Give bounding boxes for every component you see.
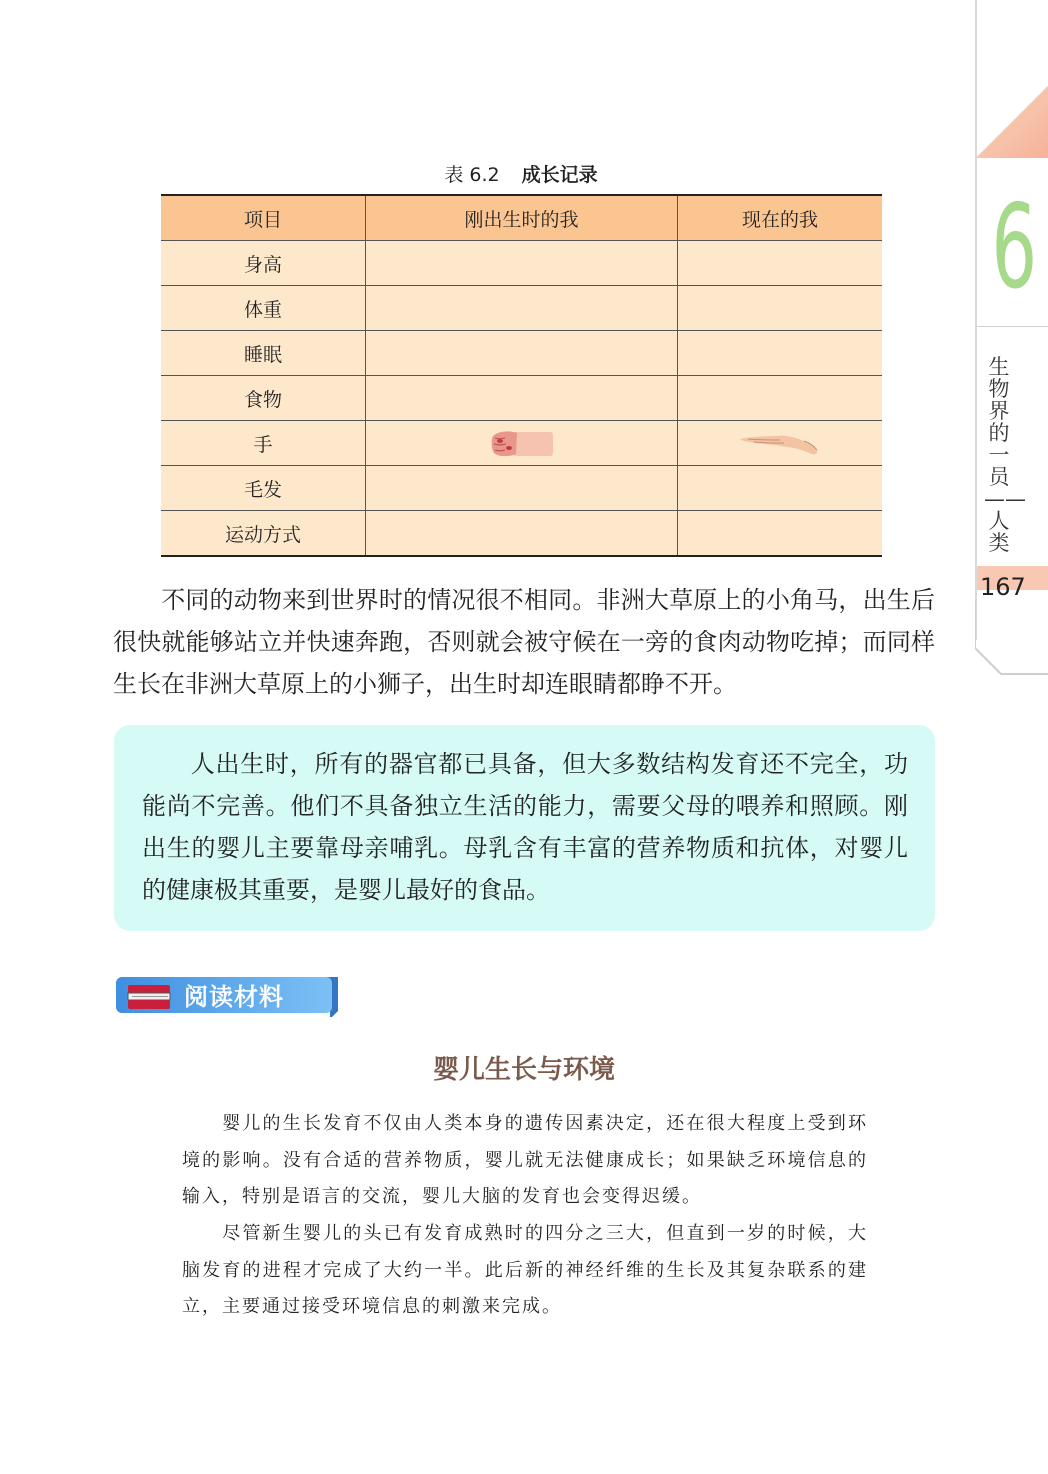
reading-paragraph-text: 婴儿的生长发育不仅由人类本身的遗传因素决定，还在很大程度上受到环境的影响。没有合适的营养物质，婴儿就无法健康成长；如果缺乏环境信息的输入，特别是语言的交流，婴儿大脑的发育也会变得迟缓。 bbox=[182, 1113, 868, 1207]
highlight-box-text bbox=[142, 743, 908, 911]
reading-paragraph-text: 尽管新生婴儿的头已有发育成熟时的四分之三大，但直到一岁的时候，大脑发育的进程才完成了大约一半。此后新的神经纤维的生长及其复杂联系的建立，主要通过接受环境信息的刺激来完成。 bbox=[182, 1223, 868, 1317]
cell-newborn[interactable] bbox=[366, 241, 678, 286]
body-paragraph-text: 不同的动物来到世界时的情况很不相同。非洲大草原上的小角马，出生后很快就能够站立并快速奔跑，否则就会被守候在一旁的食肉动物吃掉；而同样生长在非洲大草原上的小狮子，出生时却连眼睛都睁不开。 bbox=[113, 586, 935, 698]
row-label: 身高 bbox=[161, 241, 366, 286]
cell-now[interactable] bbox=[678, 331, 883, 376]
cell-newborn[interactable] bbox=[366, 331, 678, 376]
cell-now[interactable] bbox=[678, 466, 883, 511]
cell-now[interactable] bbox=[678, 511, 883, 557]
body-paragraph bbox=[113, 579, 935, 705]
fist-hand-icon bbox=[487, 427, 557, 459]
cell-newborn[interactable] bbox=[366, 511, 678, 557]
chapter-title bbox=[984, 334, 1026, 555]
cell-now[interactable] bbox=[678, 286, 883, 331]
table-caption-title: 成长记录 bbox=[521, 164, 598, 186]
table-caption bbox=[160, 160, 882, 187]
table-row bbox=[161, 331, 882, 376]
highlight-text: 人出生时，所有的器官都已具备，但大多数结构发育还不完全，功能尚不完善。他们不具备独立生活的能力，需要父母的喂养和照顾。刚出生的婴儿主要靠母亲哺乳。母乳含有丰富的营养物质和抗体，对婴儿的健康极其重要，是婴儿最好的食品。 bbox=[142, 750, 908, 904]
growth-record-table bbox=[161, 194, 882, 557]
row-label: 毛发 bbox=[161, 466, 366, 511]
sidebar-rule bbox=[977, 326, 1048, 327]
table-row bbox=[161, 286, 882, 331]
header-newborn: 刚出生时的我 bbox=[366, 195, 678, 241]
table-caption-number: 表 6.2 bbox=[444, 164, 500, 186]
reading-paragraph-1 bbox=[182, 1106, 868, 1216]
cell-now[interactable] bbox=[678, 376, 883, 421]
chapter-title-text: 生物界的一员——人类 bbox=[984, 355, 1026, 555]
table-row bbox=[161, 421, 882, 466]
row-label: 体重 bbox=[161, 286, 366, 331]
cell-now bbox=[678, 421, 883, 466]
reading-paragraph-2 bbox=[182, 1216, 868, 1326]
table-header-row bbox=[161, 195, 882, 241]
table-row bbox=[161, 466, 882, 511]
row-label: 睡眠 bbox=[161, 331, 366, 376]
reading-material-label: 阅读材料 bbox=[184, 983, 284, 1011]
table-row bbox=[161, 241, 882, 286]
page-number: 167 bbox=[980, 573, 1026, 601]
chapter-number: 6 bbox=[991, 180, 1038, 315]
row-label: 食物 bbox=[161, 376, 366, 421]
cell-now[interactable] bbox=[678, 241, 883, 286]
sidebar-tab-outline bbox=[975, 600, 1048, 675]
table-row bbox=[161, 376, 882, 421]
sidebar-corner-triangle bbox=[977, 86, 1048, 158]
book-icon bbox=[128, 985, 170, 1009]
cell-newborn bbox=[366, 421, 678, 466]
cell-newborn[interactable] bbox=[366, 286, 678, 331]
header-item: 项目 bbox=[161, 195, 366, 241]
cell-newborn[interactable] bbox=[366, 466, 678, 511]
row-label: 手 bbox=[161, 421, 366, 466]
article-title: 婴儿生长与环境 bbox=[432, 1055, 615, 1085]
row-label: 运动方式 bbox=[161, 511, 366, 557]
cell-newborn[interactable] bbox=[366, 376, 678, 421]
table-row bbox=[161, 511, 882, 557]
open-hand-icon bbox=[738, 428, 822, 458]
header-now: 现在的我 bbox=[678, 195, 883, 241]
